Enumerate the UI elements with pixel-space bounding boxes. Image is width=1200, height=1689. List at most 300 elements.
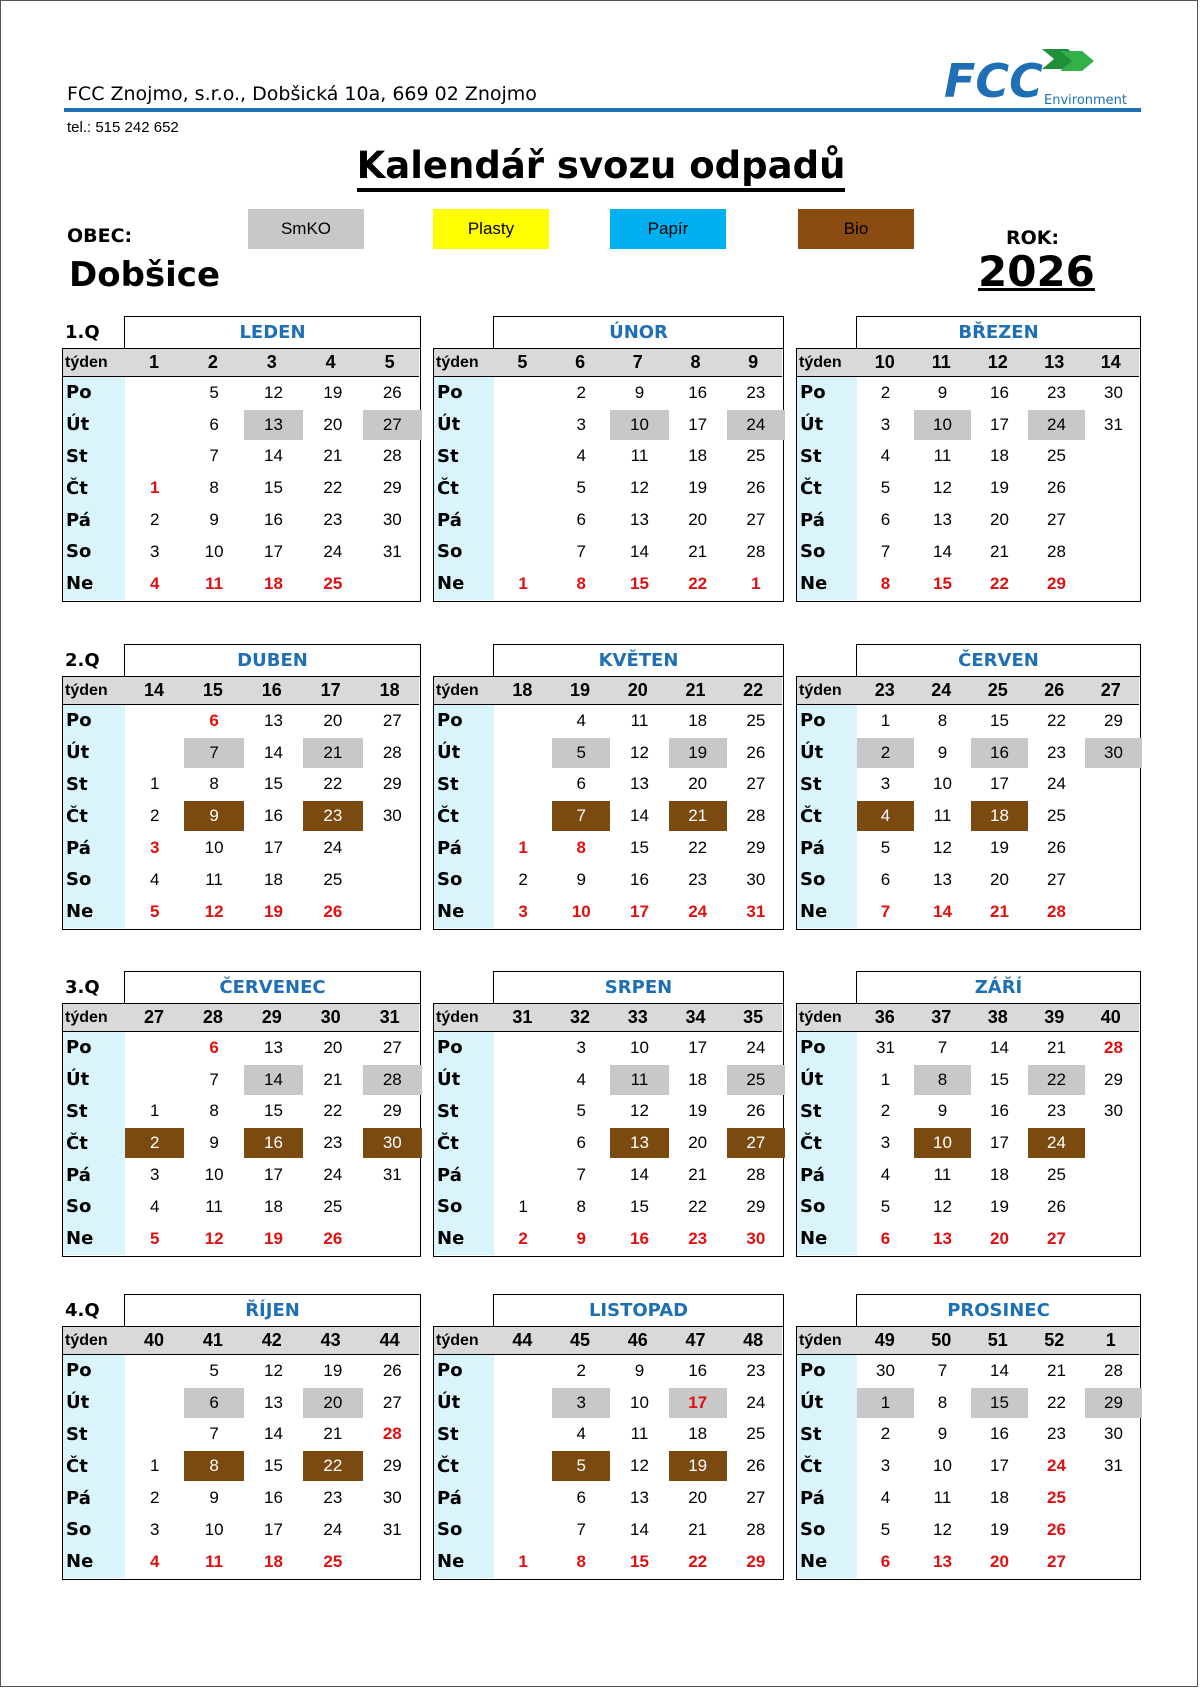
week-label: týden bbox=[436, 1331, 479, 1349]
week-number: 29 bbox=[261, 1007, 282, 1027]
month-title: SRPEN bbox=[493, 971, 784, 1003]
day-cell: 25 bbox=[1047, 1488, 1066, 1508]
day-cell: 12 bbox=[204, 1228, 224, 1248]
day-cell: 15 bbox=[264, 1456, 283, 1476]
day-name-ne: Ne bbox=[437, 901, 465, 923]
day-cell bbox=[1085, 1192, 1142, 1222]
day-name-po: Po bbox=[800, 710, 826, 732]
day-cell: 8 bbox=[576, 1196, 587, 1216]
month-block-5 bbox=[433, 644, 784, 930]
fcc-environment-logo bbox=[942, 47, 1142, 109]
day-cell: 3 bbox=[149, 1165, 160, 1185]
day-cell: 13 bbox=[933, 869, 952, 889]
month-block-8 bbox=[433, 971, 784, 1257]
day-cell bbox=[494, 1451, 552, 1481]
day-name-po: Po bbox=[437, 1360, 463, 1382]
day-cell: 1 bbox=[880, 710, 891, 730]
day-cell bbox=[494, 1160, 552, 1190]
day-cell: 13 bbox=[630, 774, 649, 794]
day-cell: 18 bbox=[264, 573, 283, 593]
week-number: 11 bbox=[931, 352, 951, 372]
year-value: 2026 bbox=[978, 247, 1095, 296]
day-cell: 14 bbox=[630, 1165, 649, 1185]
day-cell bbox=[1085, 801, 1142, 831]
day-cell: 6 bbox=[576, 1133, 587, 1153]
day-cell: 19 bbox=[264, 1228, 283, 1248]
day-cell: 30 bbox=[382, 806, 402, 826]
day-cell: 29 bbox=[382, 1101, 402, 1121]
day-cell: 9 bbox=[576, 1228, 587, 1248]
day-name-st: St bbox=[66, 773, 88, 795]
day-cell: 17 bbox=[990, 774, 1009, 794]
day-cell: 4 bbox=[149, 573, 160, 593]
day-cell: 9 bbox=[209, 510, 219, 530]
day-name-ut: Út bbox=[437, 1392, 461, 1414]
week-number: 34 bbox=[685, 1007, 706, 1027]
day-cell: 26 bbox=[1047, 838, 1066, 858]
day-cell bbox=[125, 1065, 184, 1095]
day-cell: 16 bbox=[630, 1228, 649, 1248]
day-cell: 29 bbox=[1047, 573, 1066, 593]
day-cell: 22 bbox=[323, 478, 343, 498]
day-name-so: So bbox=[437, 541, 463, 563]
day-cell bbox=[125, 1356, 184, 1386]
day-cell: 24 bbox=[323, 1165, 343, 1185]
day-name-ct: Čt bbox=[800, 805, 822, 827]
day-cell: 29 bbox=[746, 1551, 766, 1571]
week-number: 38 bbox=[987, 1007, 1008, 1027]
week-number: 40 bbox=[143, 1330, 164, 1350]
month-block-6 bbox=[796, 644, 1141, 930]
day-cell: 20 bbox=[688, 1488, 708, 1508]
day-cell: 12 bbox=[264, 1360, 283, 1380]
day-cell: 16 bbox=[990, 1101, 1009, 1121]
day-cell bbox=[494, 537, 552, 567]
day-cell: 7 bbox=[184, 738, 243, 768]
day-name-po: Po bbox=[66, 1360, 92, 1382]
month-title: KVĚTEN bbox=[493, 644, 784, 676]
week-number: 5 bbox=[384, 352, 395, 372]
day-cell: 18 bbox=[990, 1488, 1009, 1508]
day-name-so: So bbox=[437, 1519, 463, 1541]
day-cell: 24 bbox=[1028, 1128, 1085, 1158]
day-cell: 2 bbox=[880, 382, 891, 402]
day-cell: 4 bbox=[149, 869, 160, 889]
day-cell: 18 bbox=[264, 869, 283, 889]
day-name-st: St bbox=[800, 1423, 822, 1445]
day-cell bbox=[1085, 1128, 1142, 1158]
legend-smko: SmKO bbox=[248, 209, 364, 249]
month-table bbox=[62, 1326, 421, 1580]
day-cell: 14 bbox=[630, 1519, 649, 1539]
day-cell: 3 bbox=[880, 1456, 891, 1476]
day-cell: 24 bbox=[1047, 774, 1066, 794]
day-cell: 3 bbox=[149, 1519, 160, 1539]
day-cell: 20 bbox=[990, 510, 1009, 530]
day-cell: 21 bbox=[1047, 1037, 1066, 1057]
day-cell: 5 bbox=[149, 1228, 160, 1248]
day-cell: 14 bbox=[933, 541, 952, 561]
day-cell: 11 bbox=[205, 869, 223, 889]
day-cell: 8 bbox=[937, 710, 948, 730]
day-cell: 2 bbox=[125, 1128, 184, 1158]
day-cell: 25 bbox=[727, 1065, 785, 1095]
day-cell: 21 bbox=[669, 801, 727, 831]
day-cell bbox=[1085, 1224, 1142, 1254]
day-cell bbox=[363, 865, 422, 895]
day-cell: 28 bbox=[382, 742, 402, 762]
day-cell: 7 bbox=[209, 1069, 219, 1089]
day-name-pa: Pá bbox=[437, 1164, 462, 1186]
day-cell: 2 bbox=[149, 510, 160, 530]
day-cell: 6 bbox=[576, 774, 587, 794]
day-cell: 11 bbox=[205, 573, 224, 593]
day-cell: 16 bbox=[264, 510, 283, 530]
day-name-so: So bbox=[66, 1196, 92, 1218]
day-cell: 9 bbox=[937, 382, 948, 402]
week-number: 22 bbox=[743, 680, 764, 700]
day-cell: 26 bbox=[382, 1360, 402, 1380]
day-cell: 1 bbox=[880, 1069, 891, 1089]
legend-plasty: Plasty bbox=[433, 209, 549, 249]
day-cell: 19 bbox=[669, 1451, 727, 1481]
day-cell bbox=[363, 1192, 422, 1222]
day-cell: 8 bbox=[576, 838, 587, 858]
week-number: 3 bbox=[266, 352, 277, 372]
day-cell: 22 bbox=[303, 1451, 362, 1481]
day-cell: 2 bbox=[880, 1101, 891, 1121]
month-table bbox=[796, 676, 1141, 930]
day-cell: 3 bbox=[880, 1133, 891, 1153]
day-cell: 29 bbox=[382, 1456, 402, 1476]
day-cell: 28 bbox=[382, 1424, 402, 1444]
day-cell: 27 bbox=[746, 774, 766, 794]
day-cell bbox=[494, 1097, 552, 1127]
day-cell: 22 bbox=[323, 1101, 343, 1121]
day-cell: 11 bbox=[933, 1488, 952, 1508]
day-cell: 3 bbox=[518, 901, 528, 921]
day-cell: 20 bbox=[990, 1551, 1009, 1571]
day-cell: 9 bbox=[209, 1133, 219, 1153]
day-name-st: St bbox=[66, 1100, 88, 1122]
day-cell: 2 bbox=[576, 382, 587, 402]
day-cell: 17 bbox=[264, 838, 283, 858]
day-cell: 22 bbox=[1028, 1065, 1085, 1095]
day-cell bbox=[363, 1224, 422, 1254]
day-cell: 12 bbox=[630, 1456, 649, 1476]
day-cell: 14 bbox=[264, 1424, 283, 1444]
day-cell: 28 bbox=[382, 446, 402, 466]
day-cell: 11 bbox=[205, 1551, 224, 1571]
week-number: 30 bbox=[320, 1007, 341, 1027]
svg-text:Environment: Environment bbox=[1044, 93, 1128, 108]
day-cell: 17 bbox=[990, 1133, 1009, 1153]
day-name-st: St bbox=[437, 445, 459, 467]
day-cell bbox=[1085, 505, 1142, 535]
year-label: ROK: bbox=[1006, 227, 1060, 249]
day-cell: 15 bbox=[971, 1388, 1028, 1418]
day-cell: 1 bbox=[149, 1456, 160, 1476]
day-cell: 6 bbox=[184, 1388, 243, 1418]
day-cell bbox=[1085, 1515, 1142, 1545]
day-cell: 10 bbox=[204, 1165, 224, 1185]
day-cell: 2 bbox=[576, 1360, 587, 1380]
day-cell: 14 bbox=[990, 1037, 1009, 1057]
week-label: týden bbox=[436, 353, 479, 371]
day-name-po: Po bbox=[800, 1037, 826, 1059]
week-number: 31 bbox=[512, 1007, 533, 1027]
day-cell: 7 bbox=[209, 1424, 219, 1444]
day-cell: 17 bbox=[990, 414, 1009, 434]
day-cell: 21 bbox=[990, 901, 1009, 921]
day-cell: 17 bbox=[264, 1165, 283, 1185]
week-number: 13 bbox=[1044, 352, 1065, 372]
day-cell: 19 bbox=[990, 1519, 1009, 1539]
day-cell: 13 bbox=[933, 510, 952, 530]
month-title: ŘÍJEN bbox=[124, 1294, 421, 1326]
day-cell: 28 bbox=[1047, 901, 1066, 921]
legend-bio: Bio bbox=[798, 209, 914, 249]
day-cell: 6 bbox=[576, 510, 587, 530]
day-cell: 18 bbox=[688, 710, 708, 730]
month-title: ČERVENEC bbox=[124, 971, 421, 1003]
day-cell bbox=[494, 505, 552, 535]
day-cell: 1 bbox=[518, 573, 528, 593]
day-cell: 24 bbox=[727, 410, 785, 440]
day-cell: 4 bbox=[576, 446, 587, 466]
day-cell: 21 bbox=[303, 738, 362, 768]
day-name-po: Po bbox=[66, 1037, 92, 1059]
day-cell: 20 bbox=[688, 774, 708, 794]
day-cell: 18 bbox=[971, 801, 1028, 831]
legend-papir: Papír bbox=[610, 209, 726, 249]
day-cell: 3 bbox=[880, 414, 891, 434]
day-cell: 25 bbox=[746, 710, 766, 730]
day-cell bbox=[125, 1420, 184, 1450]
day-cell: 29 bbox=[1085, 1388, 1142, 1418]
day-cell: 30 bbox=[1104, 1101, 1123, 1121]
day-name-so: So bbox=[66, 869, 92, 891]
week-number: 50 bbox=[931, 1330, 952, 1350]
day-cell: 21 bbox=[1047, 1360, 1066, 1380]
day-cell: 23 bbox=[323, 1488, 343, 1508]
day-cell: 22 bbox=[990, 573, 1009, 593]
day-cell bbox=[1085, 442, 1142, 472]
day-cell: 4 bbox=[880, 446, 891, 466]
week-number-row bbox=[63, 349, 419, 377]
day-cell: 10 bbox=[204, 541, 224, 561]
day-cell: 30 bbox=[746, 869, 766, 889]
day-cell: 31 bbox=[382, 1165, 402, 1185]
day-cell: 16 bbox=[688, 1360, 708, 1380]
day-cell bbox=[494, 442, 552, 472]
day-cell: 18 bbox=[688, 1069, 708, 1089]
day-cell: 4 bbox=[576, 710, 587, 730]
day-cell: 30 bbox=[363, 1128, 422, 1158]
week-number: 1 bbox=[148, 352, 159, 372]
day-cell: 27 bbox=[382, 1037, 402, 1057]
month-table bbox=[62, 676, 421, 930]
week-number: 31 bbox=[379, 1007, 400, 1027]
day-cell: 15 bbox=[630, 1551, 649, 1571]
day-name-ne: Ne bbox=[437, 1551, 465, 1573]
day-cell: 10 bbox=[204, 1519, 224, 1539]
day-cell: 1 bbox=[751, 573, 761, 593]
month-block-9 bbox=[796, 971, 1141, 1257]
day-cell bbox=[125, 1388, 184, 1418]
day-cell: 7 bbox=[552, 801, 610, 831]
day-cell: 24 bbox=[1047, 1456, 1066, 1476]
day-cell: 26 bbox=[323, 901, 343, 921]
day-cell: 20 bbox=[688, 1133, 708, 1153]
week-number: 20 bbox=[627, 680, 648, 700]
day-cell: 17 bbox=[688, 1037, 708, 1057]
day-cell: 19 bbox=[323, 382, 343, 402]
quarter-label: 4.Q bbox=[65, 1300, 100, 1321]
day-name-ct: Čt bbox=[800, 477, 822, 499]
week-label: týden bbox=[799, 1008, 842, 1026]
day-name-ct: Čt bbox=[800, 1132, 822, 1154]
day-name-st: St bbox=[800, 773, 822, 795]
week-number: 19 bbox=[570, 680, 591, 700]
day-cell: 7 bbox=[880, 541, 891, 561]
day-cell: 9 bbox=[937, 1424, 948, 1444]
month-table bbox=[433, 1326, 784, 1580]
day-cell bbox=[125, 1033, 184, 1063]
day-name-so: So bbox=[437, 869, 463, 891]
day-cell: 4 bbox=[576, 1424, 587, 1444]
day-cell: 22 bbox=[688, 1551, 708, 1571]
day-cell: 28 bbox=[1104, 1360, 1123, 1380]
day-name-po: Po bbox=[66, 382, 92, 404]
day-cell: 13 bbox=[244, 410, 303, 440]
day-cell: 26 bbox=[1047, 478, 1066, 498]
week-number: 36 bbox=[874, 1007, 895, 1027]
day-cell: 10 bbox=[914, 1128, 971, 1158]
day-cell: 18 bbox=[688, 1424, 708, 1444]
month-block-4 bbox=[62, 644, 421, 930]
day-cell: 30 bbox=[382, 1488, 402, 1508]
day-name-po: Po bbox=[800, 1360, 826, 1382]
day-cell: 18 bbox=[264, 1551, 283, 1571]
week-label: týden bbox=[65, 1331, 108, 1349]
day-cell: 5 bbox=[880, 1196, 891, 1216]
week-number: 42 bbox=[261, 1330, 282, 1350]
day-cell: 14 bbox=[630, 541, 649, 561]
week-number: 35 bbox=[743, 1007, 764, 1027]
day-name-ut: Út bbox=[800, 742, 824, 764]
day-cell: 11 bbox=[933, 1165, 952, 1185]
day-cell: 19 bbox=[688, 478, 708, 498]
day-cell: 16 bbox=[971, 738, 1028, 768]
day-cell: 24 bbox=[323, 838, 343, 858]
day-name-ut: Út bbox=[437, 1069, 461, 1091]
day-cell: 8 bbox=[914, 1065, 971, 1095]
day-cell: 16 bbox=[264, 1488, 283, 1508]
day-name-ut: Út bbox=[437, 414, 461, 436]
day-name-po: Po bbox=[800, 382, 826, 404]
day-cell: 11 bbox=[933, 446, 952, 466]
day-cell: 20 bbox=[990, 869, 1009, 889]
day-cell: 6 bbox=[209, 710, 219, 730]
week-number: 43 bbox=[320, 1330, 341, 1350]
week-number: 25 bbox=[987, 680, 1008, 700]
week-number: 18 bbox=[512, 680, 533, 700]
day-cell: 11 bbox=[610, 1065, 668, 1095]
day-cell: 8 bbox=[209, 774, 219, 794]
day-cell: 5 bbox=[576, 1101, 587, 1121]
day-cell: 12 bbox=[204, 901, 224, 921]
day-name-ct: Čt bbox=[66, 477, 88, 499]
day-cell: 25 bbox=[1047, 806, 1066, 826]
day-cell: 7 bbox=[576, 1519, 587, 1539]
week-number: 21 bbox=[685, 680, 706, 700]
week-number: 14 bbox=[143, 680, 164, 700]
day-cell bbox=[494, 738, 552, 768]
day-cell bbox=[125, 410, 184, 440]
day-name-ut: Út bbox=[66, 414, 90, 436]
day-cell: 5 bbox=[209, 382, 219, 402]
day-cell: 8 bbox=[209, 478, 219, 498]
day-cell: 23 bbox=[1047, 1424, 1066, 1444]
day-cell: 5 bbox=[880, 838, 891, 858]
day-cell: 13 bbox=[630, 1488, 649, 1508]
week-number-row bbox=[63, 1004, 419, 1032]
day-cell: 15 bbox=[264, 774, 283, 794]
day-cell: 26 bbox=[746, 1456, 766, 1476]
day-cell: 18 bbox=[990, 446, 1009, 466]
document-title: Kalendář svozu odpadů bbox=[1, 144, 1200, 188]
day-name-ut: Út bbox=[437, 742, 461, 764]
day-cell: 10 bbox=[914, 410, 971, 440]
week-number: 27 bbox=[143, 1007, 164, 1027]
day-name-ut: Út bbox=[800, 1392, 824, 1414]
week-number-row bbox=[434, 1004, 782, 1032]
week-number: 48 bbox=[743, 1330, 764, 1350]
day-cell: 19 bbox=[264, 901, 283, 921]
month-title: LEDEN bbox=[124, 316, 421, 348]
day-name-po: Po bbox=[437, 710, 463, 732]
month-title: ÚNOR bbox=[493, 316, 784, 348]
day-cell: 17 bbox=[669, 1388, 727, 1418]
day-name-ut: Út bbox=[800, 414, 824, 436]
day-name-so: So bbox=[800, 1519, 826, 1541]
week-label: týden bbox=[799, 1331, 842, 1349]
day-name-ne: Ne bbox=[800, 1228, 828, 1250]
day-name-po: Po bbox=[437, 1037, 463, 1059]
day-cell: 13 bbox=[610, 1128, 668, 1158]
day-cell: 1 bbox=[857, 1388, 914, 1418]
day-cell: 24 bbox=[1028, 410, 1085, 440]
day-cell: 20 bbox=[323, 710, 343, 730]
day-cell: 2 bbox=[857, 738, 914, 768]
day-cell: 16 bbox=[990, 382, 1009, 402]
month-block-7 bbox=[62, 971, 421, 1257]
day-name-ct: Čt bbox=[800, 1455, 822, 1477]
day-cell: 8 bbox=[576, 1551, 587, 1571]
municipality-label: OBEC: bbox=[67, 225, 133, 247]
day-cell: 21 bbox=[323, 1424, 343, 1444]
day-name-so: So bbox=[800, 1196, 826, 1218]
day-cell: 12 bbox=[630, 478, 649, 498]
day-cell: 12 bbox=[933, 478, 952, 498]
day-cell: 24 bbox=[323, 1519, 343, 1539]
day-name-pa: Pá bbox=[800, 509, 825, 531]
day-cell: 11 bbox=[205, 1196, 223, 1216]
day-cell bbox=[1085, 569, 1142, 599]
day-cell: 15 bbox=[990, 710, 1009, 730]
day-cell: 23 bbox=[746, 382, 766, 402]
